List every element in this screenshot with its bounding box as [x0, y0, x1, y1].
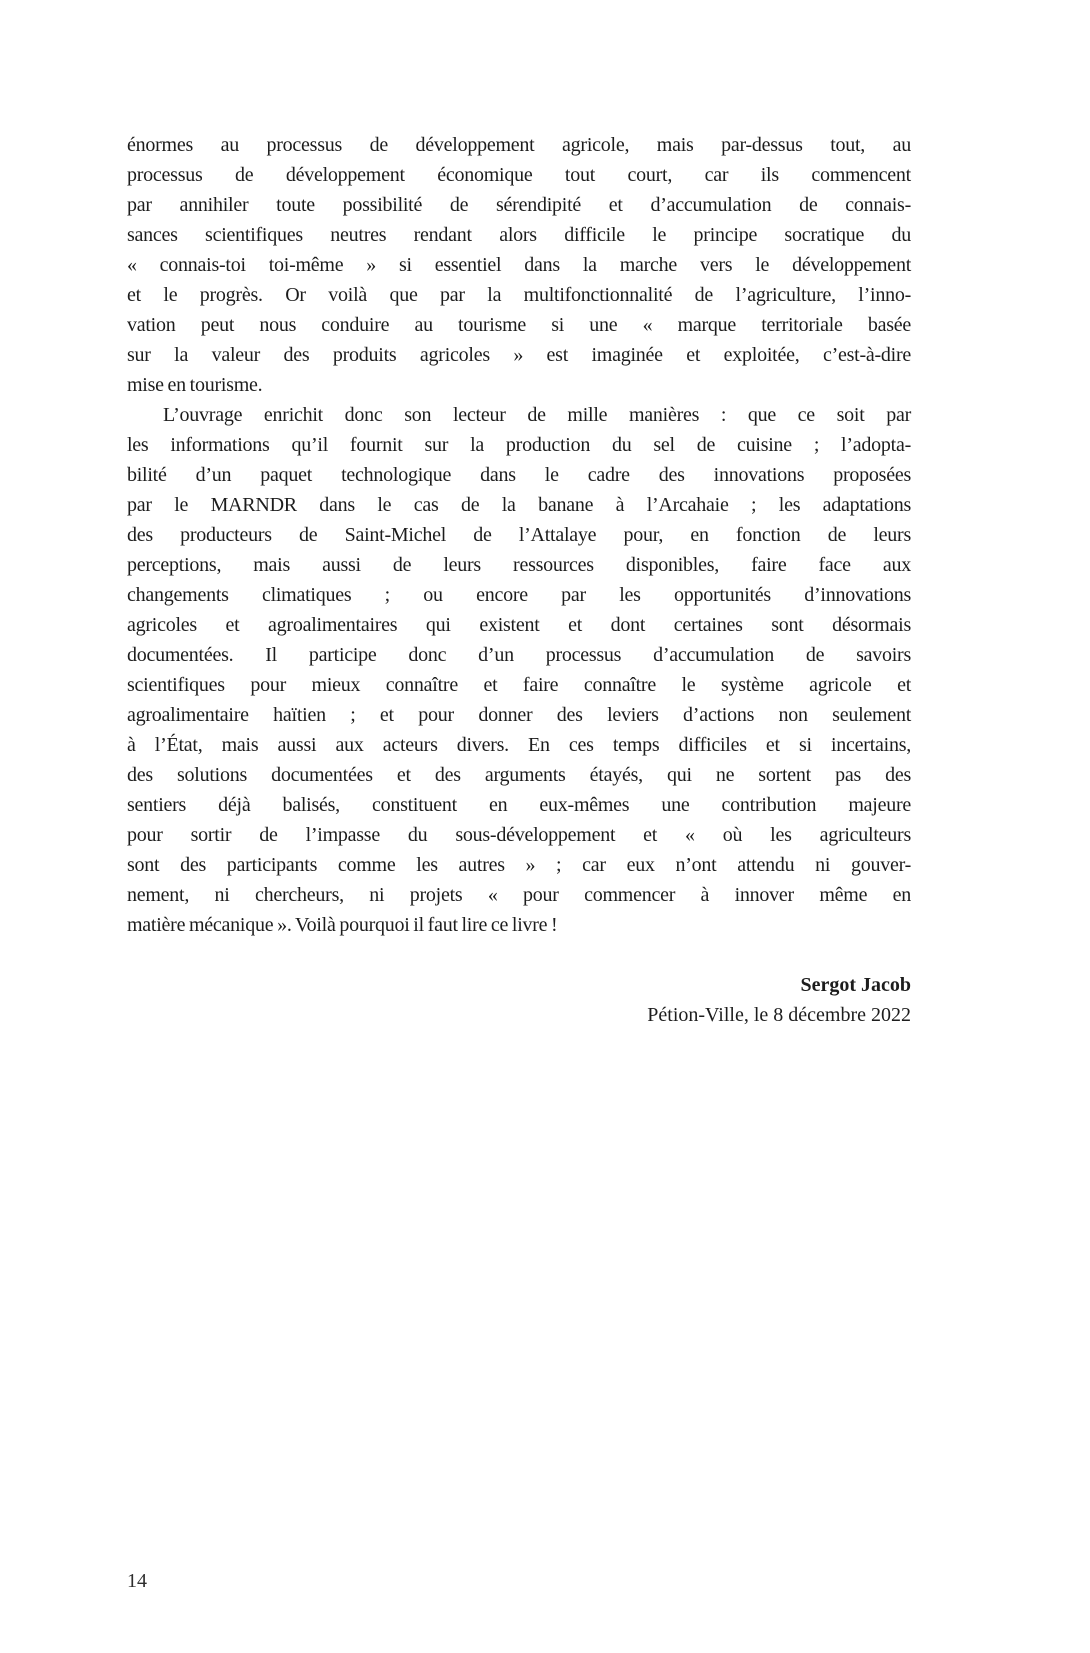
text-line: et le progrès. Or voilà que par la multifonctionnalité de l’agriculture, l’inno-: [127, 284, 911, 306]
text-line: matière mécanique ». Voilà pourquoi il faut lire ce livre !: [127, 914, 558, 936]
text-line: scientifiques pour mieux connaître et faire connaître le système agricole et: [127, 674, 911, 696]
text-line: bilité d’un paquet technologique dans le cadre des innovations proposées: [127, 464, 911, 486]
text-line: vation peut nous conduire au tourisme si une « marque territoriale basée: [127, 314, 911, 336]
text-line: processus de développement économique tout court, car ils commencent: [127, 164, 911, 186]
text-line: sur la valeur des produits agricoles » est imaginée et exploitée, c’est-à-dire: [127, 344, 911, 366]
text-line: sances scientifiques neutres rendant alors difficile le principe socratique du: [127, 224, 911, 246]
text-line: perceptions, mais aussi de leurs ressources disponibles, faire face aux: [127, 554, 911, 576]
text-line: les informations qu’il fournit sur la production du sel de cuisine ; l’adopta-: [127, 434, 911, 456]
text-line: des solutions documentées et des arguments étayés, qui ne sortent pas des: [127, 764, 911, 786]
paragraph: [127, 400, 911, 940]
text-line: documentées. Il participe donc d’un processus d’accumulation de savoirs: [127, 644, 911, 666]
text-line: par le MARNDR dans le cas de la banane à l’Arcahaie ; les adaptations: [127, 494, 911, 516]
paragraph: [127, 130, 911, 400]
text-line: agroalimentaire haïtien ; et pour donner des leviers d’actions non seulement: [127, 704, 911, 726]
text-line: sentiers déjà balisés, constituent en eux-mêmes une contribution majeure: [127, 794, 911, 816]
text-line: agricoles et agroalimentaires qui existent et dont certaines sont désormais: [127, 614, 911, 636]
signature-dateline: Pétion-Ville, le 8 décembre 2022: [647, 1004, 911, 1026]
text-line: sont des participants comme les autres » ; car eux n’ont attendu ni gouver-: [127, 854, 911, 876]
text-line: « connais-toi toi-même » si essentiel dans la marche vers le développement: [127, 254, 911, 276]
text-line: nement, ni chercheurs, ni projets « pour commencer à innover même en: [127, 884, 911, 906]
text-line: énormes au processus de développement agricole, mais par-dessus tout, au: [127, 134, 911, 156]
text-line: des producteurs de Saint-Michel de l’Attalaye pour, en fonction de leurs: [127, 524, 911, 546]
text-line: changements climatiques ; ou encore par les opportunités d’innovations: [127, 584, 911, 606]
text-line: à l’État, mais aussi aux acteurs divers. En ces temps difficiles et si incertains,: [127, 734, 911, 756]
text-line: pour sortir de l’impasse du sous-développement et « où les agriculteurs: [127, 824, 911, 846]
text-line: par annihiler toute possibilité de sérendipité et d’accumulation de connais-: [127, 194, 911, 216]
page-number: 14: [127, 1570, 147, 1592]
text-line: L’ouvrage enrichit donc son lecteur de mille manières : que ce soit par: [163, 404, 911, 426]
body-text: [127, 130, 911, 940]
signature-block: [127, 970, 911, 1030]
text-line: mise en tourisme.: [127, 374, 263, 396]
signature-name: Sergot Jacob: [800, 974, 911, 996]
